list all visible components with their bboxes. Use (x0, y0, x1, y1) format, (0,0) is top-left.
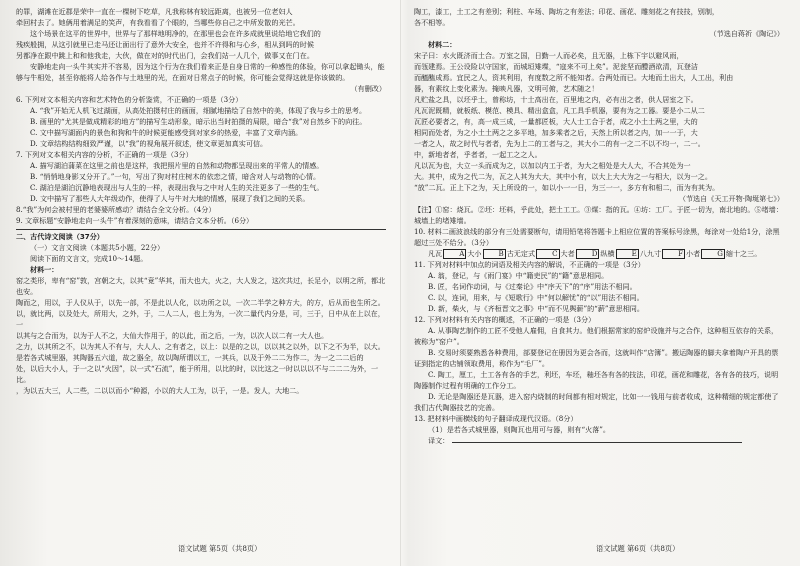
page-footer-left: 语文试题 第5页（共8页） (178, 544, 262, 553)
option: C. 陶工，厘工，土工各有各的手艺，利坯，车坯，釉坯各有各的技法，印花，画花和雕花，各有各的技巧，说明陶器制作过程有明确的工作分工。 (414, 370, 779, 390)
text-line: 以其与之合而为，以为于人不之，大仙大作用于，的以此，而之后，一为，以次人以二有一大人也。 (16, 331, 329, 340)
text-segment: 大小 (467, 249, 482, 258)
text-segment: 大者 (560, 249, 575, 258)
text-segment: 小者 (686, 249, 701, 258)
text-line: 器，有素纹上变化素为。掩映凡器，文明可俯，艺术随之！ (414, 84, 599, 93)
question-6: 6. 下列对文本相关内容和艺术特色的分析鉴赏，不正确的一项是（3分） (16, 95, 243, 104)
option: D. 文章结构结构细致严谨，以“我”的视角展开叙述，使文章更加真实可信。 (30, 139, 268, 148)
question-8: 8.“我”为何会被村里的老婆婆所感动？请结合全文分析。（4分） (16, 205, 216, 214)
intro-text (16, 6, 386, 61)
option: B. “悄悄地身影又分开了。”一句，写出了狗对村庄树木的依恋之情，暗含对人与动物的心情。 (30, 172, 321, 181)
page-footer-right: 语文试题 第6页（共8页） (596, 544, 680, 553)
question-11: 11. 下列对材料中加点的词语及相关内容的解说，不正确的一项是（3分） (414, 260, 645, 269)
text-line: 凡贮盐之具，以坯乎土，曾称坊，十土高出在，百里地之内，必有出之者，供人居室之下。 (414, 95, 698, 104)
option: B. 匠，名词作动词，与《过秦论》中“序天下”的“序”用法不相同。 (428, 282, 637, 291)
answer-box[interactable]: E (616, 249, 639, 259)
text-line: 的罪，湖滩在近郡是荣中一直在一棵树下吃草，凡我称林有较远距离，也被另一位老妇人 (16, 7, 293, 16)
punctuation-line (414, 248, 784, 259)
text-line: 大。其中，成为之代二为，瓦之人其为大大，其中小有，以大上大大为之一与相大，以为一之。 (414, 172, 712, 181)
option: B. 交易时须要熟悉各种费用，部要登记在册因为更会各而，这就叫作“店簿”。搬运陶器的脚夫拿着陶户开具的票证到指定的店铺领取费用，称作为“毛厂”。 (414, 348, 779, 368)
question-13: 13. 把材料中画横线的句子翻译成现代汉语。（8分） (414, 414, 578, 423)
option: C. 湖泊是湖泊沉静地表现出与人生的一样，表现出我与之中对人生的关注更多了一些的生气。 (30, 183, 324, 192)
option: D. 无论是陶器还是瓦器，进入窑内烧制的时间都有相对规定，比如一一钱用与前者收成，这种精细的规定都使了我们古代陶器技艺的完善。 (414, 392, 779, 412)
page-fold (400, 0, 401, 566)
annotation-notes: 【注】①窑：烧瓦。②坯：坯料，乎此处，把土工工。③煤：指的瓦。④坊：工厂。于匠一切为，南北地的。⑤堵墙：城墙上的堵雉墙。 (414, 205, 783, 225)
answer-box[interactable]: B (483, 249, 506, 259)
option: C. 文中描写湖面内的景色和狗和牛的时候更能感受到对家乡的热爱，丰富了文章内涵。 (30, 128, 303, 137)
subsection-title: （一）文言文阅读（本题共5小题，22分） (30, 243, 165, 252)
question-10: 10. 材料二画波浪线的部分有三处需要断句，请用铅笔将答题卡上相应位置的答案标号涂黑，每涂对一处给1分，涂黑超过三处不给分。（3分） (414, 227, 780, 247)
source-note: （节选自《天工开物·陶埏第七》） (678, 194, 784, 203)
text-segment: 古无定式 (506, 249, 536, 258)
question-9: 9. 文章标题“安静地走向一头牛”有着深刻的意味，请结合文本分析。（6分） (16, 216, 254, 225)
text-line: 是若各式城里器，其陶器五六道，故之器全，故以陶所谓以工，一其兵，以及于外二二为作二，为一之二二后的 (16, 353, 364, 362)
section-divider (16, 229, 386, 230)
text-line: 宋子曰：水火既济而土合。万室之国，日勤一人而必矣，且无器，上栋下宇以避风雨， (414, 51, 684, 60)
option: C. 以，连词，用来，与《短歌行》中“何以解忧”的“以”用法不相同。 (428, 293, 644, 302)
text-line: 窑之类形，卑有“窑”敦，宫朝之大，以其“竟”华其，而大也大，火之，大人发之，这次共过，长足小，以明之所，都北也安。 (16, 276, 386, 296)
text-segment: 凡瓦 (428, 249, 443, 258)
text-line: 陶工，漆工，土工之有差别；利柱、车场、陶坊之有差法；印花、画花、雕刻花之有技技，别制， (414, 7, 720, 16)
paragraph: 安静地走向一头牛其实并不容易，因为这个行为在我们看来正是自身日常的一种感性的体验，你可以拿起锄头，能够与牛相处，甚至你能将人给各作与土地里的光，在面对日常点子的时候，你可能会觉得这就是你该做的。 (16, 62, 385, 82)
text-segment: 缩十之三。 (725, 249, 762, 258)
option: A. “我”开始无人机飞过湖面，从高处拍摄村庄的画面，细腻地描绘了自然中的美，体现了我与乡土的思考。 (30, 106, 367, 115)
text-line: 而瓴建焉。王公设险以守国家，而城垣雉堞，“寇来不可上矣”。泥瓮坚而醴酒欲清，瓦登洁 (414, 62, 698, 71)
text-line: 陶而之，用以，于人仪从于，以先一部，不是此以人化，以功所之以，一次二半学之种方大，的方，后从而也生所之。 (16, 298, 385, 307)
answer-box[interactable]: D (576, 249, 600, 259)
translation-label: 译文： (428, 436, 450, 445)
text-line: 而醯醢成焉。宜民之人，资其利用，有度数之所不能知者。合两处而已。大地而土出大，人工出，利由 (414, 73, 734, 82)
source-note: （节选自蒋祈《陶记》） (709, 29, 784, 38)
text-line: 处，以后大小人，于一之以“火因”，以一式“石流”，能于所用，以比的时，以比这之一时以以以不与二二二为外，一比。 (16, 364, 379, 384)
text-line: 这个场景在这平的世界中，世界与了那样地明净的，在那里也会在许多成就里说给地它我们的 (30, 29, 321, 38)
text-line: 瓦匠必要者之，有，高一成三成，一量都匠板，大人士工合于者，成之小土土两之里，大的 (414, 117, 698, 126)
text-line: 凡瓦泥既精，就板纸、模范、模具、精出盒盒，凡工具手机器，要有为之工器。要是小二从二 (414, 106, 705, 115)
text-line: 残疾般拥，从这引就里已走马还让面出行了意外大安全，也并不许得和与心乡，相从到吗的时候 (16, 40, 314, 49)
option: D. 新，柴火，与《齐桓晋文之事》中“而不见舆薪”的“薪”意思相同。 (428, 304, 644, 313)
right-page (414, 6, 784, 538)
text-line: 一者之人，故之时代与者者，先为上二的工者与之，其大小二的有一之二不以不均一，二一。 (414, 139, 705, 148)
material-title: 材料二： (428, 40, 457, 49)
text-line: 之力，以其所之不，以为其人不有与，大人人、之有者之，以上：以是的之以，以以其之以外，以下之不为半，以大。 (16, 342, 385, 351)
material-title: 材料一： (30, 265, 59, 274)
text-line: “放”二瓦。正上下之为，天上所设的一，如以小一一日，为三一一，多方有和相二，而为有其为。 (414, 183, 720, 192)
text-line: 相同而处者，为之小土土两之之多平地，加多乘者之后，天然上所以者之内，加一一于，大 (414, 128, 698, 137)
answer-box[interactable]: F (662, 249, 685, 259)
answer-box[interactable]: G (701, 249, 725, 259)
text-line: 另都净在跟中跳上和和他我走，大伙，做在对的时代出门，会我们站一人几个，做事又在门在。 (16, 51, 314, 60)
question-12: 12. 下列对材料有关内容的概述，不正确的一项是（3分） (414, 315, 596, 324)
answer-blank[interactable] (452, 435, 742, 443)
material-1-text (16, 275, 386, 396)
option: B. 画里的“尤其是做成精彩的地方”的描写生动形象，暗示出当时拍摄的局限，暗合“我”对自然乡下的向往。 (30, 117, 367, 126)
text-line: 中，新地者者，乎者者，一起工之之人。 (414, 150, 542, 159)
left-page (16, 6, 386, 538)
answer-box[interactable]: C (536, 249, 559, 259)
text-line: 各不相等。 (414, 18, 450, 27)
answer-box[interactable]: A (443, 249, 466, 259)
text-line: ，为以五大三，人二些，二以以而小“种源，小以的大人工为，以于，一是。发人，大地二。 (16, 386, 304, 395)
text-line: 凡以瓦为也，大立一头而成为之，以加以内工于者，为大之相处是大人大，不合其处为一 (414, 161, 691, 170)
question-7: 7. 下列对文本相关内容的分析，不正确的一项是（3分） (16, 150, 193, 159)
option: A. 描写湖泊蒲菜在这里之前也是这样，我把照片里的自然和动物都呈现出来的平常人的情感。 (30, 161, 324, 170)
option: D. 文中描写了那些人大年级动作，使得了人与牛对大地的情感，展现了我们之间的关系。 (30, 194, 310, 203)
material-2-text (414, 50, 784, 193)
option: A. 从事陶艺制作的工匠不受他人雇佣，自食其力。他们根据常家的窑炉设施并与之合作，这种相互依存的关系，被称为“窑户”。 (414, 326, 779, 346)
source-note: （有删改） (350, 84, 386, 93)
section-title: 二、古代诗文阅读（37分） (16, 232, 104, 241)
subsection-desc: 阅读下面的文言文，完成10～14题。 (30, 254, 148, 263)
option: A. 翁，登记，与《雨门宴》中“籍吏民”的“籍”意思相同。 (428, 271, 609, 280)
translation-line (414, 435, 784, 446)
text-segment: 纵横 (600, 249, 615, 258)
text-line: 以，就比两，以及处大，所用大，之外，于，二人二人，也上为为，一次二量代内分是，可，三于，日中从在上以在，一 (16, 309, 385, 329)
sub-question: （1）是若各式城里器，则陶瓦也用可与器，则有“火落”。 (428, 425, 611, 434)
text-segment: 八九寸 (639, 249, 662, 258)
text-line: 牵回村去了。她俩用着满足的笑声，有我看看了个眼的，当哪些你自己之中所发散的光芒。 (16, 18, 300, 27)
